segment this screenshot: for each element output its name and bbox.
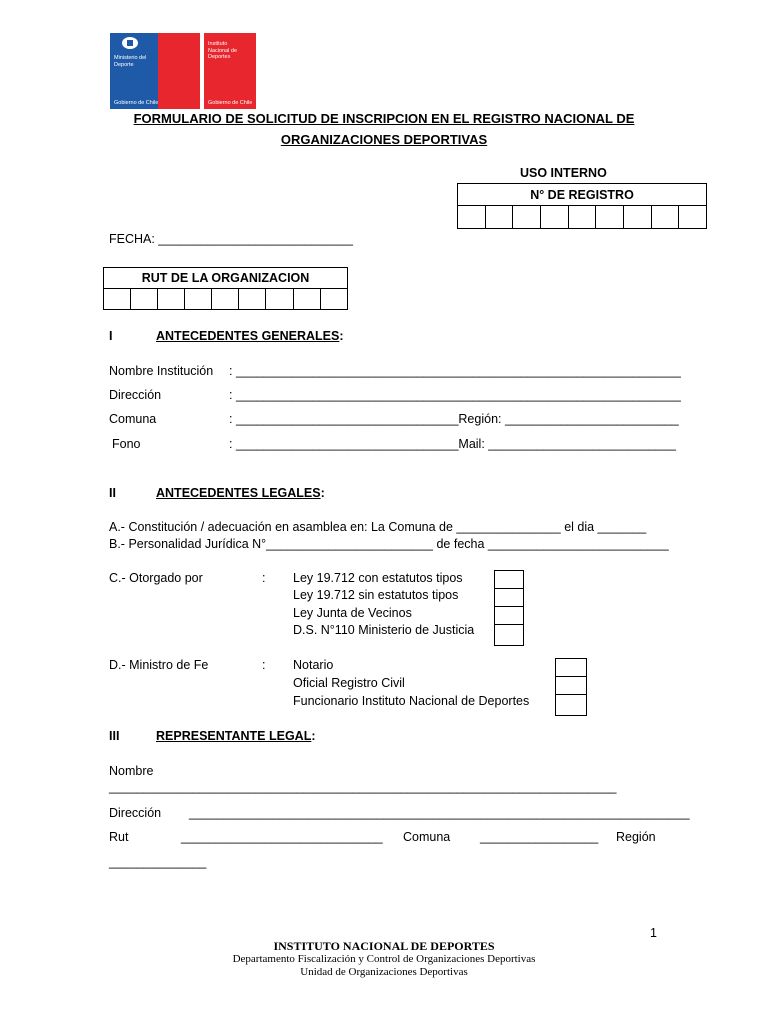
representante-rut-field[interactable]: _____________________________: [181, 830, 383, 844]
nombre-institucion-field[interactable]: : ________________________________________________________________: [229, 364, 681, 378]
otorgado-checkbox[interactable]: [494, 588, 524, 607]
registro-digit-cell[interactable]: [513, 206, 541, 229]
section1-heading: [156, 329, 344, 343]
institute-logo-footer: Gobierno de Chile: [208, 99, 253, 106]
uso-interno-label: USO INTERNO: [520, 166, 607, 180]
section2-colon: :: [320, 486, 325, 500]
fono-mail-field[interactable]: : ________________________________Mail: ___________________________: [229, 437, 676, 451]
otorgado-option-label: Ley 19.712 sin estatutos tipos: [293, 588, 459, 602]
ministro-checkbox[interactable]: [555, 676, 587, 696]
ministro-option-label: Funcionario Instituto Nacional de Deportes: [293, 694, 530, 708]
registro-digit-cell[interactable]: [623, 206, 651, 229]
section3-title: REPRESENTANTE LEGAL: [156, 729, 312, 743]
constitucion-line[interactable]: A.- Constitución / adecuación en asamblea en: La Comuna de _______________ el dia _______: [109, 520, 647, 534]
ministry-logo: [110, 33, 158, 109]
rut-digit-cell[interactable]: [266, 289, 293, 310]
ministro-checkbox[interactable]: [555, 658, 587, 678]
personalidad-juridica-line[interactable]: B.- Personalidad Jurídica N°________________________ de fecha __________________________: [109, 537, 669, 551]
section2-title: ANTECEDENTES LEGALES: [156, 486, 321, 500]
representante-direccion-field[interactable]: ________________________________________________________________________: [189, 806, 690, 820]
registro-digit-cell[interactable]: [540, 206, 568, 229]
registro-digit-cell[interactable]: [458, 206, 486, 229]
otorgado-checkbox[interactable]: [494, 570, 524, 589]
coat-of-arms-icon: [120, 36, 140, 50]
representante-comuna-field[interactable]: _________________: [480, 830, 599, 844]
registro-header: N° DE REGISTRO: [458, 184, 707, 206]
registro-digit-cell[interactable]: [485, 206, 513, 229]
representante-rut-label: Rut: [109, 830, 129, 844]
registro-digit-cell[interactable]: [651, 206, 679, 229]
otorgado-option-label: Ley Junta de Vecinos: [293, 606, 412, 620]
rut-digit-cell[interactable]: [212, 289, 239, 310]
rut-header: RUT DE LA ORGANIZACION: [104, 268, 348, 289]
section3-heading: [156, 729, 316, 743]
ministro-option-label: Notario: [293, 658, 334, 672]
otorgado-por-label: C.- Otorgado por: [109, 571, 203, 585]
section1-title: ANTECEDENTES GENERALES: [156, 329, 340, 343]
representante-region-label: Región: [616, 830, 656, 844]
rut-digit-cell[interactable]: [239, 289, 266, 310]
registro-table: [457, 183, 707, 229]
ministry-logo-text: Ministerio del Deporte: [114, 55, 147, 68]
ministro-de-fe-label: D.- Ministro de Fe: [109, 658, 209, 672]
registro-digit-cell[interactable]: [596, 206, 624, 229]
comuna-region-field[interactable]: : ________________________________Región: _________________________: [229, 412, 679, 426]
otorgado-por-colon: :: [262, 571, 266, 585]
nombre-institucion-label: Nombre Institución: [109, 364, 214, 378]
registro-digit-cell[interactable]: [679, 206, 707, 229]
section3-number: III: [109, 729, 120, 743]
representante-nombre-label: Nombre: [109, 764, 154, 778]
rut-digit-cell[interactable]: [293, 289, 320, 310]
otorgado-checkbox[interactable]: [494, 624, 524, 646]
section3-colon: :: [311, 729, 316, 743]
representante-direccion-label: Dirección: [109, 806, 162, 820]
otorgado-option-label: D.S. N°110 Ministerio de Justicia: [293, 623, 475, 637]
ministro-de-fe-colon: :: [262, 658, 266, 672]
fecha-field[interactable]: FECHA: ____________________________: [109, 232, 353, 246]
otorgado-option-label: Ley 19.712 con estatutos tipos: [293, 571, 463, 585]
ministry-logo-footer: Gobierno de Chile: [114, 99, 159, 106]
rut-digit-cell[interactable]: [158, 289, 185, 310]
footer-org: INSTITUTO NACIONAL DE DEPORTES: [273, 939, 495, 953]
section1-number: I: [109, 329, 113, 343]
form-title-line2: ORGANIZACIONES DEPORTIVAS: [280, 132, 488, 147]
direccion-label: Dirección: [109, 388, 162, 402]
ministro-option-label: Oficial Registro Civil: [293, 676, 405, 690]
form-title-line1: FORMULARIO DE SOLICITUD DE INSCRIPCION EN EL REGISTRO NACIONAL DE: [133, 111, 635, 126]
page-number: 1: [650, 926, 657, 940]
rut-table: [103, 267, 348, 310]
fono-label: Fono: [112, 437, 141, 451]
rut-digit-cell[interactable]: [320, 289, 347, 310]
institute-logo-left-block: [158, 33, 200, 109]
representante-nombre-field[interactable]: _________________________________________________________________________: [109, 780, 617, 794]
representante-comuna-label: Comuna: [403, 830, 451, 844]
institute-logo-text: Instituto Nacional de Deportes: [208, 41, 238, 60]
section1-colon: :: [339, 329, 344, 343]
representante-region-field[interactable]: ______________: [109, 855, 207, 869]
section2-number: II: [109, 486, 116, 500]
rut-digit-cell[interactable]: [104, 289, 131, 310]
ministro-checkbox[interactable]: [555, 694, 587, 716]
institute-logo: [204, 33, 256, 109]
otorgado-checkbox[interactable]: [494, 606, 524, 625]
footer-unit: Unidad de Organizaciones Deportivas: [300, 966, 468, 978]
direccion-field[interactable]: : ________________________________________________________________: [229, 388, 681, 402]
comuna-label: Comuna: [109, 412, 157, 426]
rut-digit-cell[interactable]: [185, 289, 212, 310]
rut-digit-cell[interactable]: [131, 289, 158, 310]
section2-heading: [156, 486, 325, 500]
registro-digit-cell[interactable]: [568, 206, 596, 229]
footer-dept: Departamento Fiscalización y Control de Organizaciones Deportivas: [232, 953, 536, 965]
